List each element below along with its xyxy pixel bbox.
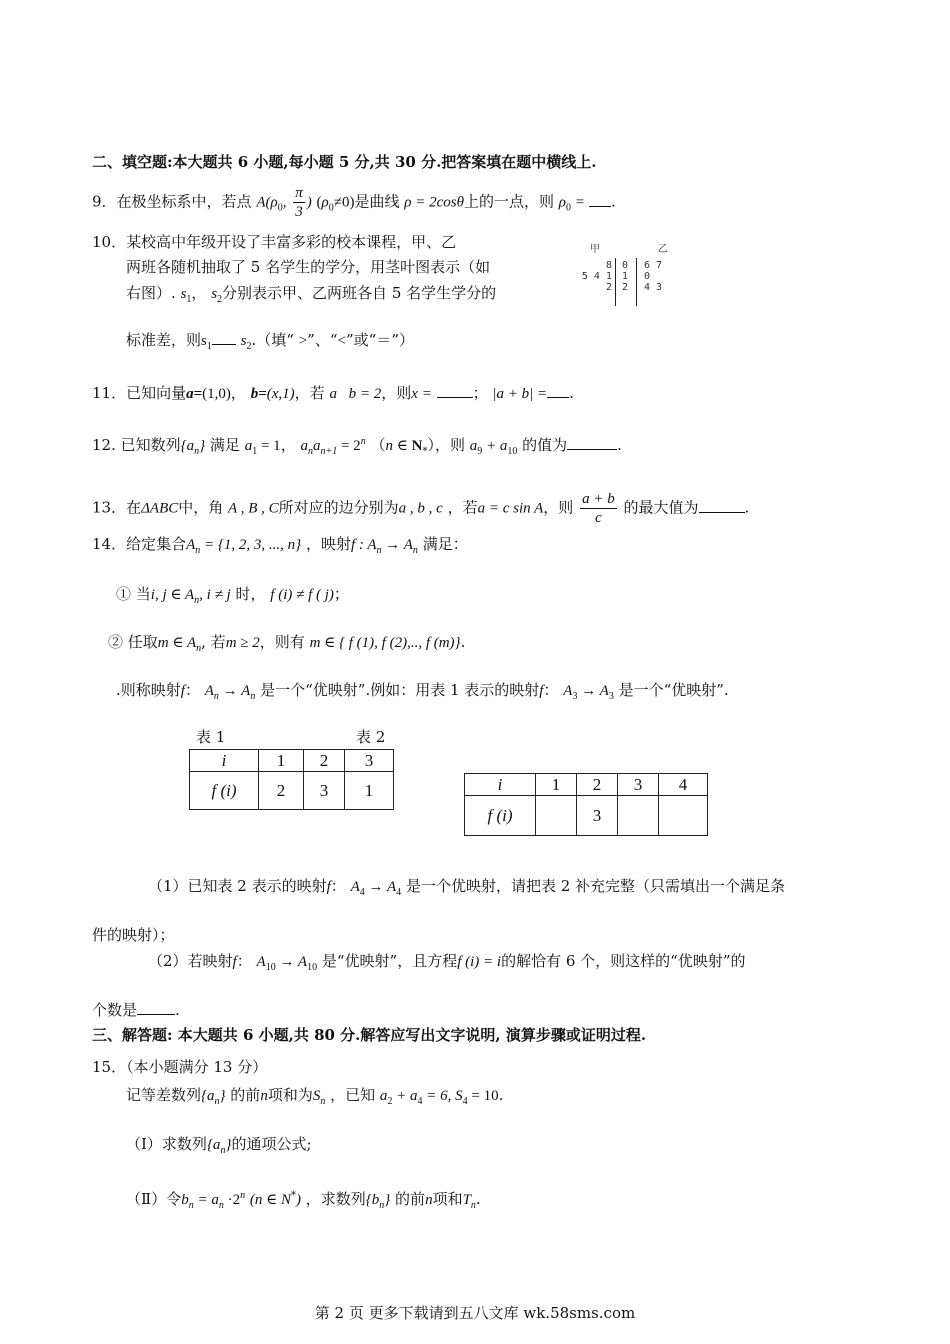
table-2 <box>464 773 708 836</box>
pi-over-3: $\frac{\pi}{3}$ <box>295 185 303 220</box>
table-1 <box>189 749 394 810</box>
answer-blank-11a[interactable] <box>437 383 473 398</box>
question-12: 12. 已知数列$\{a_n\}$ 满足 $a_1 = 1$， $a_na_{n+1} = 2^n$ （n ∈ $N_*$），则 $a_9 + a_{10}$ 的值为 . <box>92 436 622 457</box>
table2-cell: 3 <box>577 796 618 836</box>
question-14: 14．给定集合$A_n = \{1$, 2, 3, ..., n} ，映射f : $A_n \to A_n$ 满足： <box>92 535 468 556</box>
q14-part1-cont: 件的映射）； <box>92 926 175 944</box>
table2-cell: f (i) <box>465 796 536 836</box>
question-11: 11．已知向量a=(1,0)， b=(x,1)，若 a⃞b = 2，则x = ； |a + b| = . <box>92 384 574 402</box>
question-15-header: 15．（本小题满分 13 分） <box>92 1058 268 1076</box>
table1-header-cell: 2 <box>304 750 345 772</box>
table2-cell-input[interactable] <box>659 796 708 836</box>
section2-heading: 二、填空题:本大题共 6 小题,每小题 5 分,共 30 分.把答案填在题中横线上. <box>92 153 597 171</box>
table2-cell-input[interactable] <box>618 796 659 836</box>
stems: 0 1 2 <box>622 260 629 293</box>
question-10-line1: 10．某校高中年级开设了丰富多彩的校本课程，甲、乙 <box>92 233 457 251</box>
answer-blank-13[interactable] <box>699 498 745 513</box>
answer-blank-10[interactable] <box>212 330 236 345</box>
answer-blank-9[interactable] <box>589 192 611 207</box>
table2-label: 表 2 <box>356 728 386 746</box>
question-15-part1: （Ⅰ）求数列$\{a_n\}$的通项公式; <box>126 1135 312 1156</box>
table1-cell: f (i) <box>190 772 259 810</box>
table2-header-cell: 2 <box>577 774 618 796</box>
stem-leaf-plot <box>570 240 680 310</box>
q14-part1: （1）已知表 2 表示的映射f： $A_4 \to A_4$ 是一个优映射，请把表 2 补充完整（只需填出一个满足条 <box>148 877 786 898</box>
page-footer: 第 2 页 更多下载请到五八文库 wk.58sms.com <box>314 1304 636 1322</box>
q14-part2-cont: 个数是 . <box>92 1001 180 1019</box>
table1-header-cell: 3 <box>345 750 394 772</box>
question-10-line4: 标准差，则$s_1$ $s_2$.（填“ >”、“<”或“＝”） <box>126 331 414 352</box>
answer-blank-14[interactable] <box>137 1000 175 1015</box>
question-9: 9．在极坐标系中，若点 $A(\rho_0$, $\frac{\pi}{3}$ ) $(\rho_0\ne 0)$是曲线 ρ = 2cosθ上的一点，则 $\rho_0$ = . <box>92 185 616 220</box>
table1-header-cell: 1 <box>259 750 304 772</box>
table2-header-cell: i <box>465 774 536 796</box>
question-15-given: 记等差数列$\{a_n\}$ 的前n项和为$S_n$ ，已知 $a_2 + a_4 = 6$, $S_4 = 10$. <box>126 1086 504 1107</box>
q14-definition: .则称映射f： $A_n \to A_n$ 是一个“优映射”.例如：用表 1 表示的映射f： $A_3 \to A_3$ 是一个“优映射”. <box>116 681 729 702</box>
stem-right-title: 乙 <box>658 244 668 255</box>
table1-cell: 3 <box>304 772 345 810</box>
right-leaves: 6 7 0 4 3 <box>644 260 663 293</box>
answer-blank-11b[interactable] <box>547 383 569 398</box>
q14-condition-1: ① 当i, j ∈ $A_n$, i ≠ j 时， f (i) ≠ f ( j)； <box>116 585 349 606</box>
table2-header-cell: 4 <box>659 774 708 796</box>
table1-label: 表 1 <box>196 728 226 746</box>
question-10-line2: 两班各随机抽取了 5 名学生的学分，用茎叶图表示（如 <box>126 258 491 276</box>
question-15-part2: （Ⅱ）令$b_n = a_n \cdot 2^n$ (n ∈ N*) ，求数列$\{b_n\}$ 的前n项和$T_n$. <box>126 1190 481 1211</box>
question-10-line3: 右图）. $s_1$， $s_2$分别表示甲、乙两班各自 5 名学生学分的 <box>126 284 497 305</box>
section3-heading: 三、解答题: 本大题共 6 小题,共 80 分.解答应写出文字说明, 演算步骤或证明过程. <box>92 1026 647 1044</box>
answer-blank-12[interactable] <box>567 435 617 450</box>
table2-cell-input[interactable] <box>536 796 577 836</box>
table1-cell: 1 <box>345 772 394 810</box>
question-13: 13．在ΔABC中，角 A , B , C所对应的边分别为a , b , c ，若a = c sin A，则 $\frac{a + b}{c}$ 的最大值为 . <box>92 491 750 526</box>
table2-header-cell: 3 <box>618 774 659 796</box>
q14-condition-2: ② 任取m ∈ $A_n$, 若m ≥ 2，则有 m ∈ { f (1), f (2),.., f (m)}. <box>108 633 466 654</box>
table1-cell: 2 <box>259 772 304 810</box>
table2-header-cell: 1 <box>536 774 577 796</box>
q9-number: 9． <box>92 192 117 211</box>
left-leaves: 8 5 4 1 2 <box>581 260 612 293</box>
table1-header-cell: i <box>190 750 259 772</box>
q14-part2: （2）若映射f： $A_{10} \to A_{10}$ 是“优映射”，且方程f (i) = i的解恰有 6 个，则这样的“优映射”的 <box>148 952 746 973</box>
stem-left-title: 甲 <box>590 244 600 255</box>
fraction-a-plus-b-over-c: $\frac{a + b}{c}$ <box>582 491 615 526</box>
